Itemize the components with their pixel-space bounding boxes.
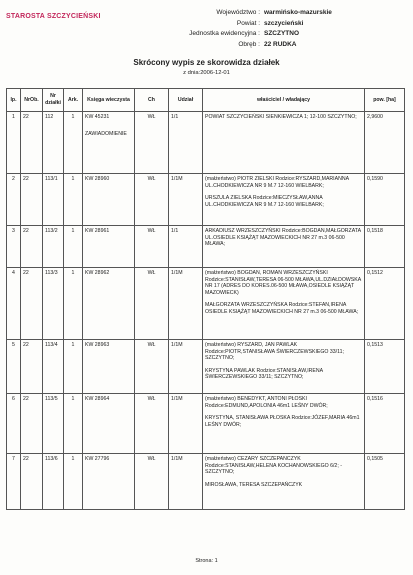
header-value: SZCZYTNO <box>264 30 300 37</box>
row-lp: 1 <box>7 112 21 174</box>
row-lp: 7 <box>7 454 21 510</box>
row-pow: 0,1505 <box>365 454 405 510</box>
row-pow: 0,1516 <box>365 394 405 454</box>
row-dzialka: 113/1 <box>43 174 64 226</box>
column-header: Udział <box>169 89 203 112</box>
row-ksiega <box>83 454 135 510</box>
header-value: warmińsko-mazurskie <box>264 9 332 16</box>
row-udzial: 1/1M <box>169 454 203 510</box>
row-dzialka: 113/6 <box>43 454 64 510</box>
row-pow: 0,1518 <box>365 226 405 268</box>
row-pow: 0,1512 <box>365 268 405 340</box>
row-udzial: 1/1 <box>169 226 203 268</box>
row-nrob: 22 <box>21 268 43 340</box>
owner-entry: POWIAT SZCZYCIEŃSKI SIENKIEWICZA 1; 12-100 SZCZYTNO; <box>205 114 357 120</box>
owner-entry: (małżeństwo) BENEDYKT, ANTONI PŁOSKI Rodzice:EDMUND,APOLONIA 46m1 LEŚNY DWÓR; <box>205 396 328 409</box>
starosta-stamp: STAROSTA SZCZYCIEŃSKI <box>6 13 101 20</box>
row-ark: 1 <box>64 340 83 394</box>
row-owners <box>203 268 365 340</box>
row-ark: 1 <box>64 454 83 510</box>
owner-entry: MAŁGORZATA WRZESZCZYŃSKA Rodzice:STEFAN,IRENA OSIEDLE KSIĄŻĄT MAZOWIECKICH NR 27 m.3 06-500 MŁAWA; <box>205 302 359 315</box>
row-owners <box>203 394 365 454</box>
ksiega-number: KW 28962 <box>85 270 110 276</box>
table-row <box>7 174 405 226</box>
row-ksiega <box>83 112 135 174</box>
row-dzialka: 113/3 <box>43 268 64 340</box>
row-ark: 1 <box>64 174 83 226</box>
row-nrob: 22 <box>21 454 43 510</box>
row-dzialka: 112 <box>43 112 64 174</box>
header-label: Jednostka ewidencyjna : <box>189 30 260 37</box>
owner-entry: KRYSTYNA, STANISŁAWA PŁOSKA Rodzice:JÓZEF,MARIA 46m1 LEŚNY DWÓR; <box>205 415 360 428</box>
owner-entry: (małżeństwo) RYSZARD, JAN PAWLAK Rodzice:PIOTR,STANISŁAWA ŚWIERCZEWSKIEGO 33/11; SZCZYTNO; <box>205 342 344 362</box>
row-udzial: 1/1M <box>169 174 203 226</box>
row-lp: 2 <box>7 174 21 226</box>
row-nrob: 22 <box>21 226 43 268</box>
row-ksiega <box>83 174 135 226</box>
column-header: NrOb. <box>21 89 43 112</box>
ksiega-number: KW 27796 <box>85 456 110 462</box>
owner-entry: KRYSTYNA PAWLAK Rodzice:STANISŁAW,IRENA ŚWIERCZEWSKIEGO 33/11; SZCZYTNO; <box>205 367 323 381</box>
row-udzial: 1/1M <box>169 268 203 340</box>
parcel-table <box>6 88 405 510</box>
row-ch: WŁ <box>135 112 169 174</box>
row-ch: WŁ <box>135 454 169 510</box>
row-ark: 1 <box>64 268 83 340</box>
row-pow: 0,1513 <box>365 340 405 394</box>
header-label: Powiat : <box>236 19 260 27</box>
column-header: Nr działki <box>43 89 64 112</box>
row-udzial: 1/1M <box>169 340 203 394</box>
row-ark: 1 <box>64 112 83 174</box>
row-pow: 0,1590 <box>365 174 405 226</box>
owner-entry: ARKADIUSZ WRZESZCZYŃSKI Rodzice:BOGDAN,MAŁGORZATA UL.OSIEDLE KSIĄŻĄT MAZOWIECKICH NR 27 m.3 06-500 MŁAWA; <box>205 228 361 248</box>
row-ksiega <box>83 394 135 454</box>
table-row <box>7 454 405 510</box>
ksiega-number: KW 28963 <box>85 342 110 348</box>
column-header: lp. <box>7 89 21 112</box>
table-row <box>7 394 405 454</box>
table-row <box>7 268 405 340</box>
row-udzial: 1/1 <box>169 112 203 174</box>
row-ch: WŁ <box>135 394 169 454</box>
document-title: Skrócony wypis ze skorowidza działek <box>133 58 280 67</box>
table-header-row <box>7 89 405 112</box>
row-nrob: 22 <box>21 394 43 454</box>
row-lp: 5 <box>7 340 21 394</box>
owner-entry: (małżeństwo) CEZARY SZCZEPANCZYK Rodzice:STANISŁAW,HELENA KOCHANOWSKIEGO 6/2; - SZCZYTNO; <box>205 456 342 476</box>
row-lp: 3 <box>7 226 21 268</box>
row-owners <box>203 226 365 268</box>
column-header: pow. [ha] <box>365 89 405 112</box>
ksiega-number: KW 28964 <box>85 396 110 402</box>
row-nrob: 22 <box>21 340 43 394</box>
row-ksiega <box>83 268 135 340</box>
owner-entry: (małżeństwo) PIOTR ZIELSKI Rodzice:RYSZARD,MARIANNA UL.CHODKIEWICZA NR 9 M.7 12-160 WIELBARK; <box>205 176 349 189</box>
row-nrob: 22 <box>21 174 43 226</box>
row-ark: 1 <box>64 226 83 268</box>
row-udzial: 1/1M <box>169 394 203 454</box>
column-header: Ch <box>135 89 169 112</box>
header-label: Województwo : <box>216 9 260 16</box>
row-ch: WŁ <box>135 226 169 268</box>
ksiega-number: KW 45231 <box>85 114 110 120</box>
ksiega-number: KW 28960 <box>85 176 110 182</box>
ksiega-number: KW 28961 <box>85 228 110 234</box>
row-dzialka: 113/4 <box>43 340 64 394</box>
row-nrob: 22 <box>21 112 43 174</box>
column-header: Księga wieczysta <box>83 89 135 112</box>
row-ark: 1 <box>64 394 83 454</box>
header-label: Obręb : <box>238 40 260 48</box>
row-owners <box>203 454 365 510</box>
row-ksiega <box>83 226 135 268</box>
column-header: Ark. <box>64 89 83 112</box>
owner-entry: URSZULA ZIELSKA Rodzice:MIECZYSŁAW,ANNA UL.CHODKIEWICZA NR 9 M.7 12-160 WIELBARK; <box>205 195 324 208</box>
table-row <box>7 340 405 394</box>
row-ksiega <box>83 340 135 394</box>
row-owners <box>203 112 365 174</box>
row-lp: 4 <box>7 268 21 340</box>
row-ch: WŁ <box>135 268 169 340</box>
owner-entry: (małżeństwo) BOGDAN, ROMAN WRZESZCZYŃSKI Rodzice:STANISŁAW,TERESA 06-500 MŁAWA,UL.DZIAŁDOWSKA NR 17 (ADRES DO KORES.06-500 MŁAWA,OSIEDLE KSIĄŻĄT MAZOWIECK) <box>205 270 361 296</box>
page-number: Strona: 1 <box>195 558 218 564</box>
table-row <box>7 226 405 268</box>
document-date: z dnia:2006-12-01 <box>183 70 230 76</box>
owner-entry: MIROSŁAWA, TERESA SZCZEPAŃCZYK <box>205 481 303 488</box>
row-lp: 6 <box>7 394 21 454</box>
row-dzialka: 113/5 <box>43 394 64 454</box>
column-header: właściciel / władający <box>203 89 365 112</box>
row-dzialka: 113/2 <box>43 226 64 268</box>
table-row <box>7 112 405 174</box>
row-ch: WŁ <box>135 340 169 394</box>
ksiega-note: ZAWIADOMIENIE <box>85 130 127 137</box>
row-owners <box>203 174 365 226</box>
row-pow: 2,9600 <box>365 112 405 174</box>
header-value: szczycieński <box>264 19 304 27</box>
row-owners <box>203 340 365 394</box>
row-ch: WŁ <box>135 174 169 226</box>
header-value: 22 RUDKA <box>264 40 297 48</box>
